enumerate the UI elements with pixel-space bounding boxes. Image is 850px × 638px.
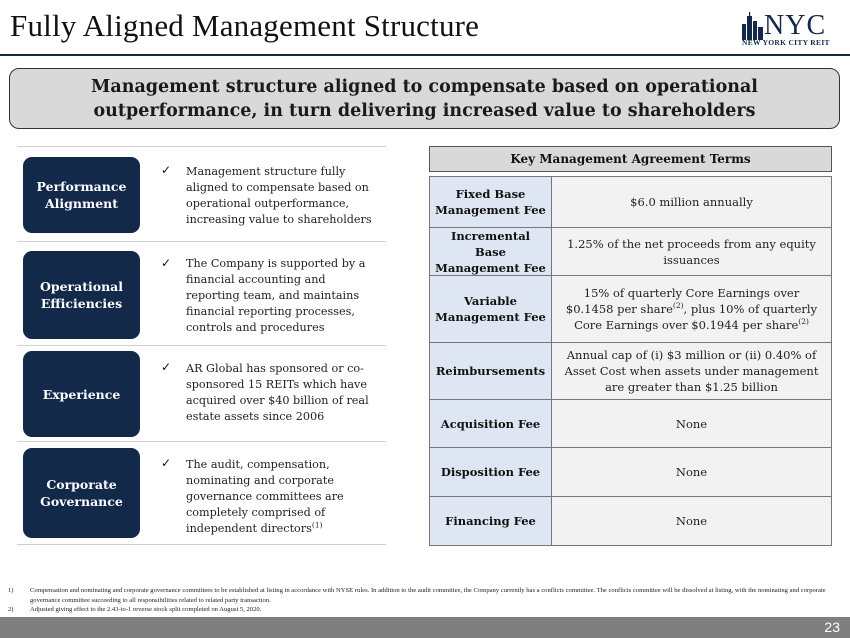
check-icon: ✓ bbox=[161, 456, 172, 470]
check-icon: ✓ bbox=[161, 360, 172, 374]
pillar-badge-performance bbox=[23, 157, 140, 233]
table-row bbox=[430, 448, 831, 497]
footer-bar bbox=[0, 617, 850, 638]
header-divider bbox=[0, 54, 850, 56]
pillar-badge-governance bbox=[23, 448, 140, 538]
term-value: None bbox=[552, 400, 831, 447]
pillar-label: Corporate Governance bbox=[40, 477, 123, 509]
footnote-ref: (2) bbox=[798, 317, 809, 327]
pillar-text-body: The audit, compensation, nominating and corporate governance committees are completely comprised of independent directors bbox=[186, 458, 344, 535]
footnotes bbox=[8, 586, 838, 615]
pillar-label: Operational Efficiencies bbox=[39, 279, 124, 311]
footnote bbox=[8, 586, 838, 605]
page-title: Fully Aligned Management Structure bbox=[10, 8, 480, 43]
term-label: Financing Fee bbox=[430, 497, 552, 545]
table-row bbox=[430, 228, 831, 276]
terms-heading bbox=[429, 146, 832, 172]
term-value: 1.25% of the net proceeds from any equity issuances bbox=[552, 228, 831, 275]
footnote-ref: (2) bbox=[672, 301, 684, 311]
term-value: None bbox=[552, 497, 831, 545]
pillar-text: The Company is supported by a financial accounting and reporting team, and maintains financial reporting processes, controls and procedures bbox=[186, 257, 366, 334]
pillar-badge-experience bbox=[23, 351, 140, 437]
logo-subtitle: NEW YORK CITY REIT bbox=[742, 38, 830, 47]
pillar-row-performance bbox=[17, 146, 386, 241]
footnote-ref: (1) bbox=[311, 520, 323, 530]
term-value bbox=[552, 276, 831, 342]
headline-banner bbox=[9, 68, 840, 129]
pillar-text: AR Global has sponsored or co-sponsored 15 REITs which have acquired over $40 billion of real estate assets since 2006 bbox=[186, 362, 369, 423]
table-row bbox=[430, 497, 831, 545]
pillars-list bbox=[17, 146, 386, 545]
table-row bbox=[430, 343, 831, 400]
check-icon: ✓ bbox=[161, 256, 172, 270]
footnote bbox=[8, 605, 838, 615]
logo-name: NYC bbox=[764, 10, 827, 41]
pillar-label: Experience bbox=[42, 386, 121, 402]
term-value-part: , plus 10% of quarterly Core Earnings over $0.1944 per share bbox=[574, 302, 818, 332]
page-number: 23 bbox=[824, 619, 840, 635]
term-label: Variable Management Fee bbox=[430, 276, 552, 342]
term-value: Annual cap of (i) $3 million or (ii) 0.40% of Asset Cost when assets under management are greater than $1.25 billion bbox=[552, 343, 831, 399]
term-label: Fixed Base Management Fee bbox=[430, 177, 552, 227]
check-icon: ✓ bbox=[161, 163, 172, 177]
term-label: Acquisition Fee bbox=[430, 400, 552, 447]
table-row bbox=[430, 400, 831, 448]
terms-heading-text: Key Management Agreement Terms bbox=[510, 152, 751, 166]
term-value-part: 15% of quarterly Core Earnings over $0.1458 per share bbox=[565, 286, 800, 316]
term-label: Reimbursements bbox=[430, 343, 552, 399]
term-label: Disposition Fee bbox=[430, 448, 552, 496]
banner-text: Management structure aligned to compensate based on operational outperformance, in turn delivering increased value to shareholders bbox=[91, 76, 758, 121]
term-value: $6.0 million annually bbox=[552, 177, 831, 227]
pillar-row-operational bbox=[17, 241, 386, 345]
pillar-text bbox=[186, 457, 376, 537]
pillar-label: Performance Alignment bbox=[36, 179, 127, 211]
footnote-text: Compensation and nominating and corporate governance committees to be established at listing in accordance with NYSE rules. In addition to the audit committee, the Company currently has a conflicts committee. The conflicts committee will be dissolved at listing, with the nominating and corporate governance committee succeeding to all responsibilities related to related party transaction. bbox=[30, 587, 826, 604]
pillar-badge-operational bbox=[23, 251, 140, 339]
pillar-row-experience bbox=[17, 345, 386, 441]
footnote-number: 2) bbox=[8, 606, 14, 613]
term-label: Incremental Base Management Fee bbox=[430, 228, 552, 275]
footnote-text: Adjusted giving effect to the 2.43-to-1 reverse stock split completed on August 5, 2020. bbox=[30, 606, 262, 613]
pillar-text: Management structure fully aligned to compensate based on operational outperformance, increasing value to shareholders bbox=[186, 165, 372, 226]
nyc-reit-logo bbox=[742, 12, 834, 48]
term-value: None bbox=[552, 448, 831, 496]
table-row bbox=[430, 276, 831, 343]
terms-table bbox=[429, 176, 832, 546]
skyline-icon bbox=[742, 12, 764, 40]
footnote-number: 1) bbox=[8, 587, 14, 594]
table-row bbox=[430, 177, 831, 228]
pillar-row-governance bbox=[17, 441, 386, 545]
